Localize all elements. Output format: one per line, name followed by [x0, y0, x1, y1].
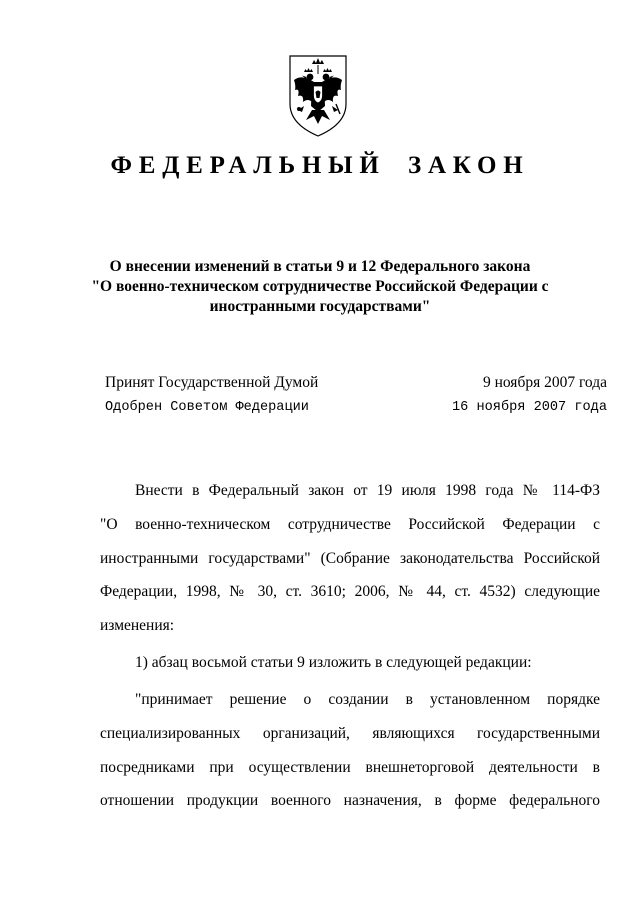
adoption-duma-row [105, 374, 607, 396]
law-title-line: О внесении изменений в статьи 9 и 12 Федерального закона [109, 258, 531, 275]
document-type-word: ЗАКОН [408, 152, 530, 179]
duma-adoption-date: 9 ноября 2007 года [482, 374, 607, 391]
body-line: "О военно-техническом сотрудничестве Российской Федерации с [100, 515, 600, 533]
council-approval-label: Одобрен Советом Федерации [105, 400, 309, 415]
coat-of-arms-icon [286, 52, 350, 138]
body-line: иностранными государствами" (Собрание законодательства Российской [100, 549, 600, 567]
law-title-line: иностранными государствами" [209, 298, 431, 315]
body-line: Внести в Федеральный закон от 19 июля 1998 года № 114-ФЗ [135, 482, 600, 499]
body-line: посредниками при осуществлении внешнеторговой деятельности в [100, 758, 600, 776]
document-type-heading [0, 152, 640, 180]
duma-adoption-label: Принят Государственной Думой [105, 374, 319, 391]
body-line: специализированных организаций, являющихся государственными [100, 724, 600, 742]
body-line: Федерации, 1998, № 30, ст. 3610; 2006, № 44, ст. 4532) следующие [100, 583, 600, 601]
body-paragraph-2 [100, 646, 600, 680]
body-line: 1) абзац восьмой статьи 9 изложить в следующей редакции: [135, 654, 532, 671]
body-line: отношении продукции военного назначения, в форме федерального [100, 792, 600, 810]
adoption-council-row [105, 400, 607, 422]
body-line: изменения: [100, 617, 175, 635]
body-paragraph-3 [100, 683, 600, 818]
body-line: "принимает решение о создании в установленном порядке [135, 691, 600, 708]
body-paragraph-1 [100, 474, 600, 643]
council-approval-date: 16 ноября 2007 года [452, 400, 607, 415]
coat-of-arms-emblem [286, 52, 350, 138]
law-title-line: "О военно-техническом сотрудничестве Российской Федерации с [91, 278, 549, 295]
document-type-word: ФЕДЕРАЛЬНЫЙ [110, 152, 386, 179]
law-title [60, 257, 580, 317]
